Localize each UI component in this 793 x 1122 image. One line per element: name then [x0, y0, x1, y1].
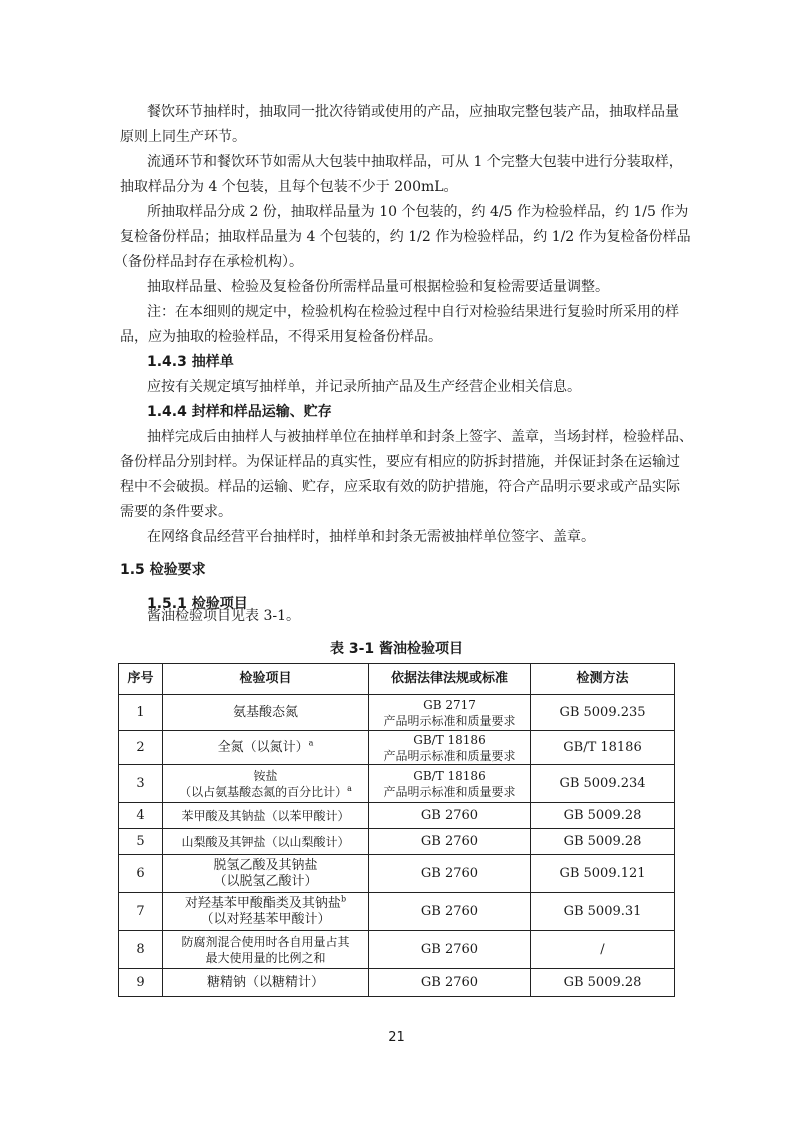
table-caption: 表 3-1 酱油检验项目 [329, 641, 464, 657]
cell-item [163, 765, 369, 803]
cell-no: 4 [119, 803, 163, 829]
table-row [119, 695, 675, 731]
cell-method: GB 5009.235 [531, 695, 675, 731]
standard-line: GB/T 18186 [413, 768, 486, 783]
table-row [119, 803, 675, 829]
paragraph-line: 复检备份样品；抽取样品量为 4 个包装的，约 1/2 作为检验样品，约 1/2 作为复检备份样品 [120, 229, 691, 245]
paragraph-line: 抽样完成后由抽样人与被抽样单位在抽样单和封条上签字、盖章，当场封样，检验样品、 [147, 429, 693, 445]
cell-item [163, 931, 369, 969]
cell-no: 2 [119, 731, 163, 765]
item-text: 最大使用量的比例之和 [205, 950, 326, 965]
table-row [119, 829, 675, 855]
col-header-method: 检测方法 [531, 664, 675, 695]
section-heading-1-4-4: 1.4.4 封样和样品运输、贮存 [147, 404, 332, 420]
standard-line: GB 2717 [423, 697, 476, 712]
cell-standard: GB 2760 [369, 855, 531, 893]
paragraph-line: 程中不会破损。样品的运输、贮存，应采取有效的防护措施，符合产品明示要求或产品实际 [120, 479, 680, 495]
footnote-mark: b [340, 894, 347, 904]
item-text: （以对羟基苯甲酸计） [200, 911, 331, 927]
inspection-items-table [118, 663, 675, 997]
cell-no: 5 [119, 829, 163, 855]
item-text: 脱氢乙酸及其钠盐 [213, 857, 318, 873]
cell-no: 3 [119, 765, 163, 803]
paragraph-line: （备份样品封存在承检机构）。 [114, 254, 303, 270]
cell-item [163, 855, 369, 893]
cell-standard [369, 731, 531, 765]
cell-no: 6 [119, 855, 163, 893]
cell-item: 氨基酸态氮 [163, 695, 369, 731]
note-line: 品，应为抽取的检验样品，不得采用复检备份样品。 [120, 329, 442, 345]
item-text: （以占氨基酸态氮的百分比计） [179, 784, 348, 799]
footnote-mark: a [308, 738, 314, 748]
col-header-no: 序号 [119, 664, 163, 695]
cell-method: GB 5009.28 [531, 829, 675, 855]
col-header-standard: 依据法律法规或标准 [369, 664, 531, 695]
table-row [119, 855, 675, 893]
paragraph-line: 应按有关规定填写抽样单，并记录所抽产品及生产经营企业相关信息。 [147, 379, 581, 395]
cell-method: GB 5009.121 [531, 855, 675, 893]
cell-method: GB 5009.234 [531, 765, 675, 803]
item-text: 铵盐 [253, 768, 278, 783]
cell-standard: GB 2760 [369, 829, 531, 855]
cell-standard: GB 2760 [369, 931, 531, 969]
cell-item [163, 893, 369, 931]
cell-item: 糖精钠（以糖精计） [163, 969, 369, 997]
cell-item [163, 731, 369, 765]
cell-item: 山梨酸及其钾盐（以山梨酸计） [163, 829, 369, 855]
paragraph-line: 需要的条件要求。 [120, 504, 232, 520]
standard-line: GB/T 18186 [413, 732, 486, 747]
paragraph-line: 酱油检验项目见表 3-1。 [147, 608, 300, 624]
cell-method: / [531, 931, 675, 969]
standard-line: 产品明示标准和质量要求 [383, 784, 516, 799]
cell-method: GB 5009.28 [531, 803, 675, 829]
cell-standard: GB 2760 [369, 803, 531, 829]
page-number: 21 [388, 1030, 405, 1045]
paragraph-line: 餐饮环节抽样时，抽取同一批次待销或使用的产品，应抽取完整包装产品，抽取样品量 [147, 104, 679, 120]
paragraph-line: 所抽取样品分成 2 份，抽取样品量为 10 个包装的，约 4/5 作为检验样品，约 1/5 作为 [147, 204, 689, 220]
paragraph-line: 备份样品分别封样。为保证样品的真实性，要应有相应的防拆封措施，并保证封条在运输过 [120, 454, 680, 470]
col-header-item: 检验项目 [163, 664, 369, 695]
paragraph-line: 在网络食品经营平台抽样时，抽样单和封条无需被抽样单位签字、盖章。 [147, 529, 595, 545]
cell-method: GB 5009.31 [531, 893, 675, 931]
item-text: 对羟基苯甲酸酯类及其钠盐 [184, 895, 341, 911]
section-heading-1-4-3: 1.4.3 抽样单 [147, 354, 234, 370]
paragraph-line: 抽取样品分为 4 个包装，且每个包装不少于 200mL。 [120, 179, 458, 195]
paragraph-line: 流通环节和餐饮环节如需从大包装中抽取样品，可从 1 个完整大包装中进行分装取样， [147, 154, 683, 170]
cell-no: 8 [119, 931, 163, 969]
cell-no: 9 [119, 969, 163, 997]
cell-no: 7 [119, 893, 163, 931]
standard-line: 产品明示标准和质量要求 [383, 748, 516, 763]
standard-line: 产品明示标准和质量要求 [383, 713, 516, 728]
cell-no: 1 [119, 695, 163, 731]
table-row [119, 931, 675, 969]
table-row [119, 765, 675, 803]
table-row [119, 731, 675, 765]
item-text: 全氮（以氮计） [217, 739, 309, 755]
section-heading-1-5: 1.5 检验要求 [120, 562, 206, 578]
cell-standard: GB 2760 [369, 969, 531, 997]
note-line: 注：在本细则的规定中，检验机构在检验过程中自行对检验结果进行复验时所采用的样 [147, 304, 679, 320]
table-row [119, 893, 675, 931]
cell-standard: GB 2760 [369, 893, 531, 931]
paragraph-line: 原则上同生产环节。 [120, 129, 246, 145]
footnote-mark: a [347, 783, 352, 793]
cell-item: 苯甲酸及其钠盐（以苯甲酸计） [163, 803, 369, 829]
paragraph-line: 抽取样品量、检验及复检备份所需样品量可根据检验和复检需要适量调整。 [147, 279, 609, 295]
cell-standard [369, 695, 531, 731]
item-text: 防腐剂混合使用时各自用量占其 [181, 934, 350, 949]
table-row [119, 969, 675, 997]
cell-standard [369, 765, 531, 803]
item-text: （以脱氢乙酸计） [213, 873, 318, 889]
cell-method: GB/T 18186 [531, 731, 675, 765]
table-header-row [119, 664, 675, 695]
section-heading-1-5-1: 1.5.1 检验项目 [147, 596, 248, 612]
cell-method: GB 5009.28 [531, 969, 675, 997]
